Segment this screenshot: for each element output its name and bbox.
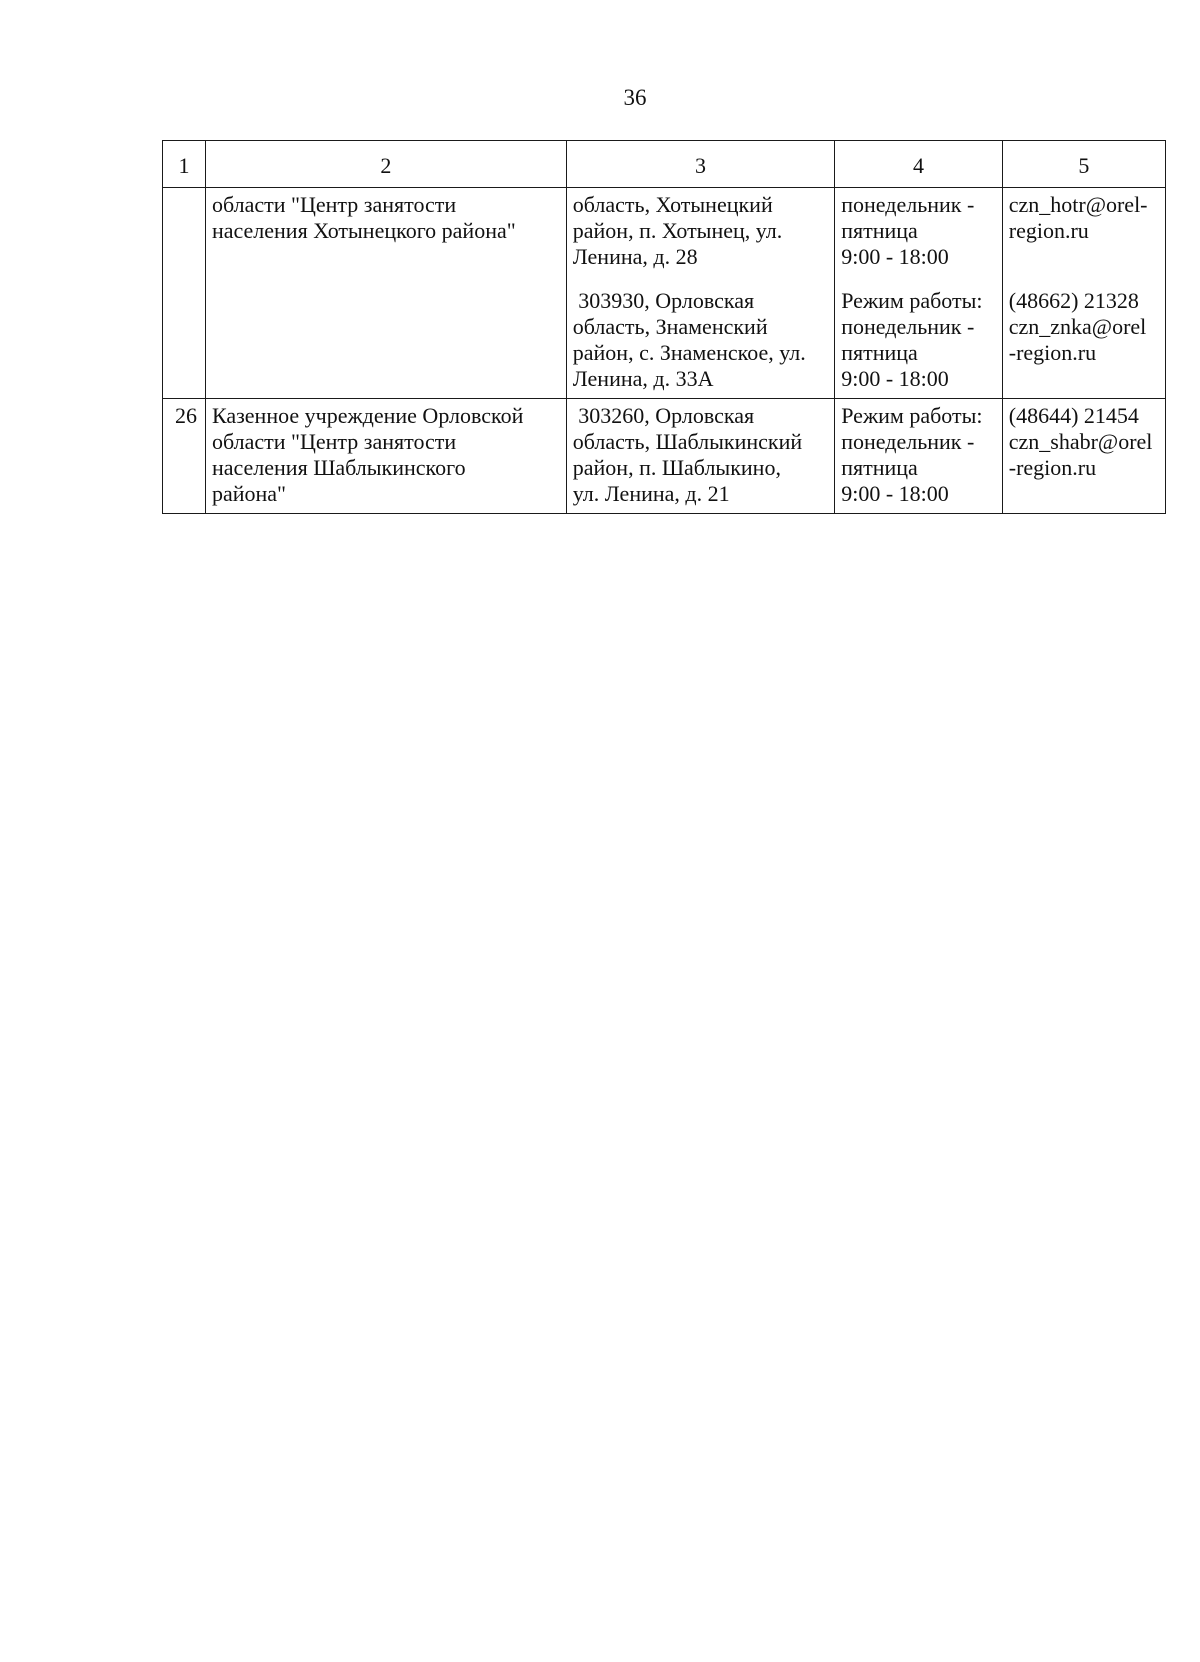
hours-block — [841, 288, 996, 392]
phone-line: (48662) 21328 — [1008, 288, 1139, 313]
email-line: czn_hotr@orel- — [1008, 192, 1148, 217]
hours-line: 9:00 - 18:00 — [841, 244, 949, 269]
institution-name-line: населения Хотынецкого района" — [211, 218, 516, 243]
hours-line: 9:00 - 18:00 — [841, 481, 949, 506]
address-line: ул. Ленина, д. 21 — [572, 481, 730, 506]
hours-line: пятница — [841, 218, 918, 243]
contact-spacer — [1009, 244, 1159, 270]
hours-line: Режим работы: — [841, 288, 983, 313]
hours-line: пятница — [841, 455, 918, 480]
institutions-table — [162, 140, 1166, 514]
column-header-1: 1 — [163, 141, 206, 188]
page-number: 36 — [623, 85, 647, 110]
column-header-3: 3 — [566, 141, 834, 188]
email-line: -region.ru — [1008, 340, 1097, 365]
address-line: область, Знаменский — [572, 314, 768, 339]
row-number: 26 — [163, 399, 206, 514]
contacts-cell — [1002, 399, 1165, 514]
table-row — [163, 399, 1166, 514]
address-line: Ленина, д. 28 — [572, 244, 698, 269]
institution-name-line: области "Центр занятости — [211, 192, 457, 217]
column-header-5: 5 — [1002, 141, 1165, 188]
email-line: -region.ru — [1008, 455, 1097, 480]
hours-block — [841, 192, 996, 270]
contact-block — [1009, 192, 1159, 270]
contacts-cell — [1002, 188, 1165, 399]
institution-name-line: области "Центр занятости — [211, 429, 457, 454]
phone-line: (48644) 21454 — [1008, 403, 1139, 428]
address-cell — [566, 188, 834, 399]
institution-name-cell — [205, 399, 566, 514]
address-line: район, п. Шаблыкино, — [572, 455, 781, 480]
hours-line: пятница — [841, 340, 918, 365]
table-header-row — [163, 141, 1166, 188]
address-block — [573, 192, 828, 270]
column-header-2: 2 — [205, 141, 566, 188]
address-line: 303930, Орловская — [572, 288, 755, 313]
institution-name-line: населения Шаблыкинского — [211, 455, 466, 480]
working-hours-cell — [835, 188, 1003, 399]
hours-line: 9:00 - 18:00 — [841, 366, 949, 391]
address-line: район, п. Хотынец, ул. — [572, 218, 783, 243]
address-line: Ленина, д. 33А — [572, 366, 714, 391]
address-line: 303260, Орловская — [572, 403, 755, 428]
address-cell — [566, 399, 834, 514]
email-line: czn_shabr@orel — [1008, 429, 1153, 454]
hours-line: понедельник - — [841, 429, 975, 454]
address-line: район, с. Знаменское, ул. — [572, 340, 806, 365]
hours-line: понедельник - — [841, 192, 975, 217]
column-header-4: 4 — [835, 141, 1003, 188]
address-line: область, Шаблыкинский — [572, 429, 803, 454]
institution-name-line: Казенное учреждение Орловской — [211, 403, 524, 428]
contact-block — [1009, 288, 1159, 366]
address-block — [573, 288, 828, 392]
hours-line: понедельник - — [841, 314, 975, 339]
table-row — [163, 188, 1166, 399]
working-hours-cell — [835, 399, 1003, 514]
address-line: область, Хотынецкий — [572, 192, 773, 217]
institution-name-cell — [205, 188, 566, 399]
institution-name-line: района" — [211, 481, 287, 506]
email-line: region.ru — [1008, 218, 1089, 243]
email-line: czn_znka@orel — [1008, 314, 1147, 339]
row-number — [163, 188, 206, 399]
hours-line: Режим работы: — [841, 403, 983, 428]
